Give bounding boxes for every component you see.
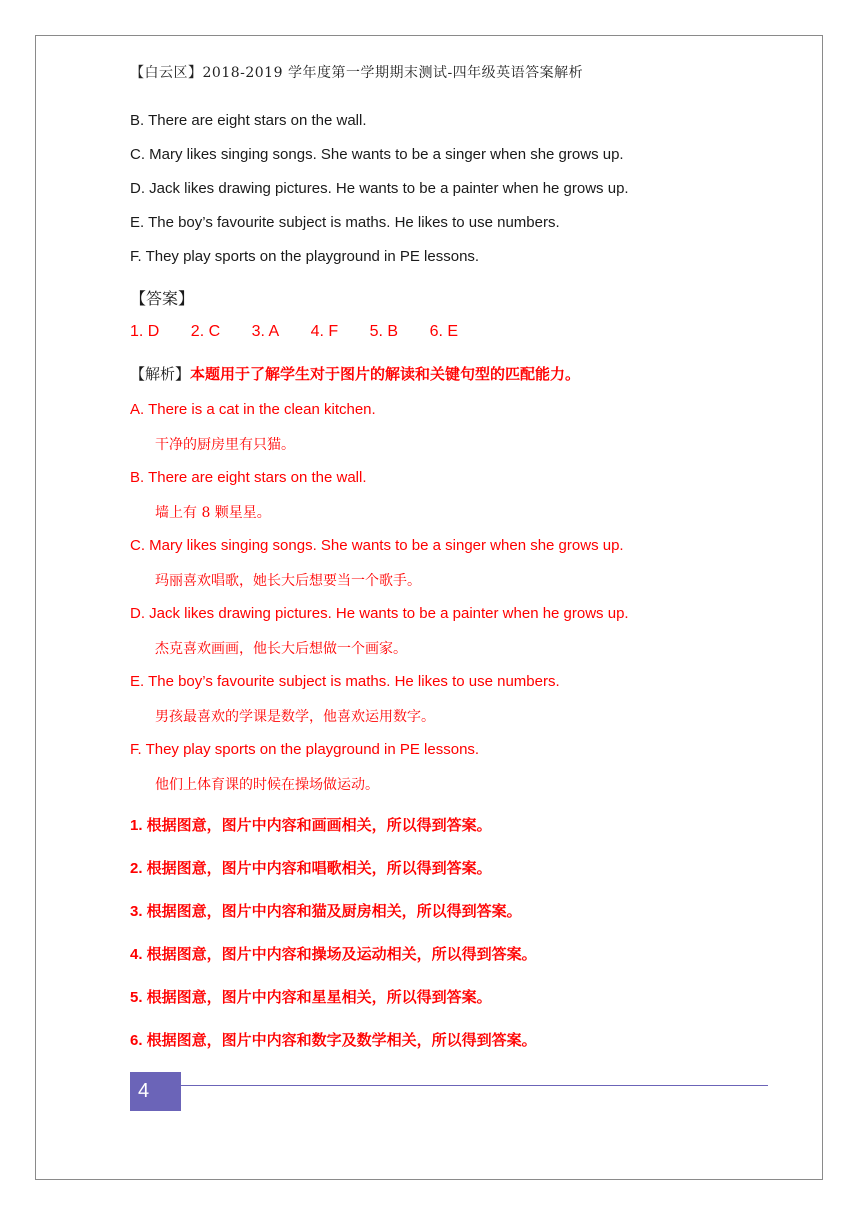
answer-1: 1. D — [130, 323, 160, 340]
option-e: E. The boy’s favourite subject is maths. He likes to use numbers. — [130, 214, 560, 231]
analysis-intro: 本题用于了解学生对于图片的解读和关键句型的匹配能力。 — [190, 366, 581, 383]
translation-a-cn: 干净的厨房里有只猫。 — [155, 437, 295, 453]
translation-a-en: A. There is a cat in the clean kitchen. — [130, 401, 376, 418]
explanation-5: 5. 根据图意，图片中内容和星星相关，所以得到答案。 — [130, 989, 492, 1006]
option-f: F. They play sports on the playground in PE lessons. — [130, 248, 480, 265]
answer-5: 5. B — [369, 323, 399, 340]
answer-6: 6. E — [429, 323, 459, 340]
translation-c-en: C. Mary likes singing songs. She wants to be a singer when she grows up. — [130, 537, 624, 554]
analysis-heading — [130, 363, 580, 384]
answer-3: 3. A — [251, 323, 280, 340]
translation-e-cn: 男孩最喜欢的学课是数学，他喜欢运用数字。 — [155, 709, 435, 725]
translation-b-en: B. There are eight stars on the wall. — [130, 469, 367, 486]
translation-d-cn: 杰克喜欢画画，他长大后想做一个画家。 — [155, 641, 407, 657]
option-c: C. Mary likes singing songs. She wants to be a singer when she grows up. — [130, 146, 624, 163]
translation-b-cn: 墙上有 8 颗星星。 — [155, 505, 271, 521]
page-number: 4 — [130, 1072, 181, 1111]
translation-f-en: F. They play sports on the playground in PE lessons. — [130, 741, 480, 758]
explanation-6: 6. 根据图意，图片中内容和数字及数学相关，所以得到答案。 — [130, 1032, 537, 1049]
page-header: 【白云区】2018-2019 学年度第一学期期末测试-四年级英语答案解析 — [130, 65, 584, 81]
translation-f-cn: 他们上体育课的时候在操场做运动。 — [155, 777, 379, 793]
option-b: B. There are eight stars on the wall. — [130, 112, 367, 129]
explanation-4: 4. 根据图意，图片中内容和操场及运动相关，所以得到答案。 — [130, 946, 537, 963]
analysis-label: 【解析】 — [130, 366, 191, 383]
explanation-2: 2. 根据图意，图片中内容和唱歌相关，所以得到答案。 — [130, 860, 492, 877]
translation-c-cn: 玛丽喜欢唱歌，她长大后想要当一个歌手。 — [155, 573, 421, 589]
footer-rule — [181, 1085, 768, 1086]
answer-heading: 【答案】 — [130, 291, 195, 308]
answer-list — [130, 323, 458, 341]
explanation-1: 1. 根据图意，图片中内容和画画相关，所以得到答案。 — [130, 817, 492, 834]
answer-2: 2. C — [190, 323, 221, 340]
answer-4: 4. F — [310, 323, 339, 340]
option-d: D. Jack likes drawing pictures. He wants to be a painter when he grows up. — [130, 180, 629, 197]
translation-e-en: E. The boy’s favourite subject is maths. He likes to use numbers. — [130, 673, 560, 690]
translation-d-en: D. Jack likes drawing pictures. He wants to be a painter when he grows up. — [130, 605, 629, 622]
explanation-3: 3. 根据图意，图片中内容和猫及厨房相关，所以得到答案。 — [130, 903, 522, 920]
